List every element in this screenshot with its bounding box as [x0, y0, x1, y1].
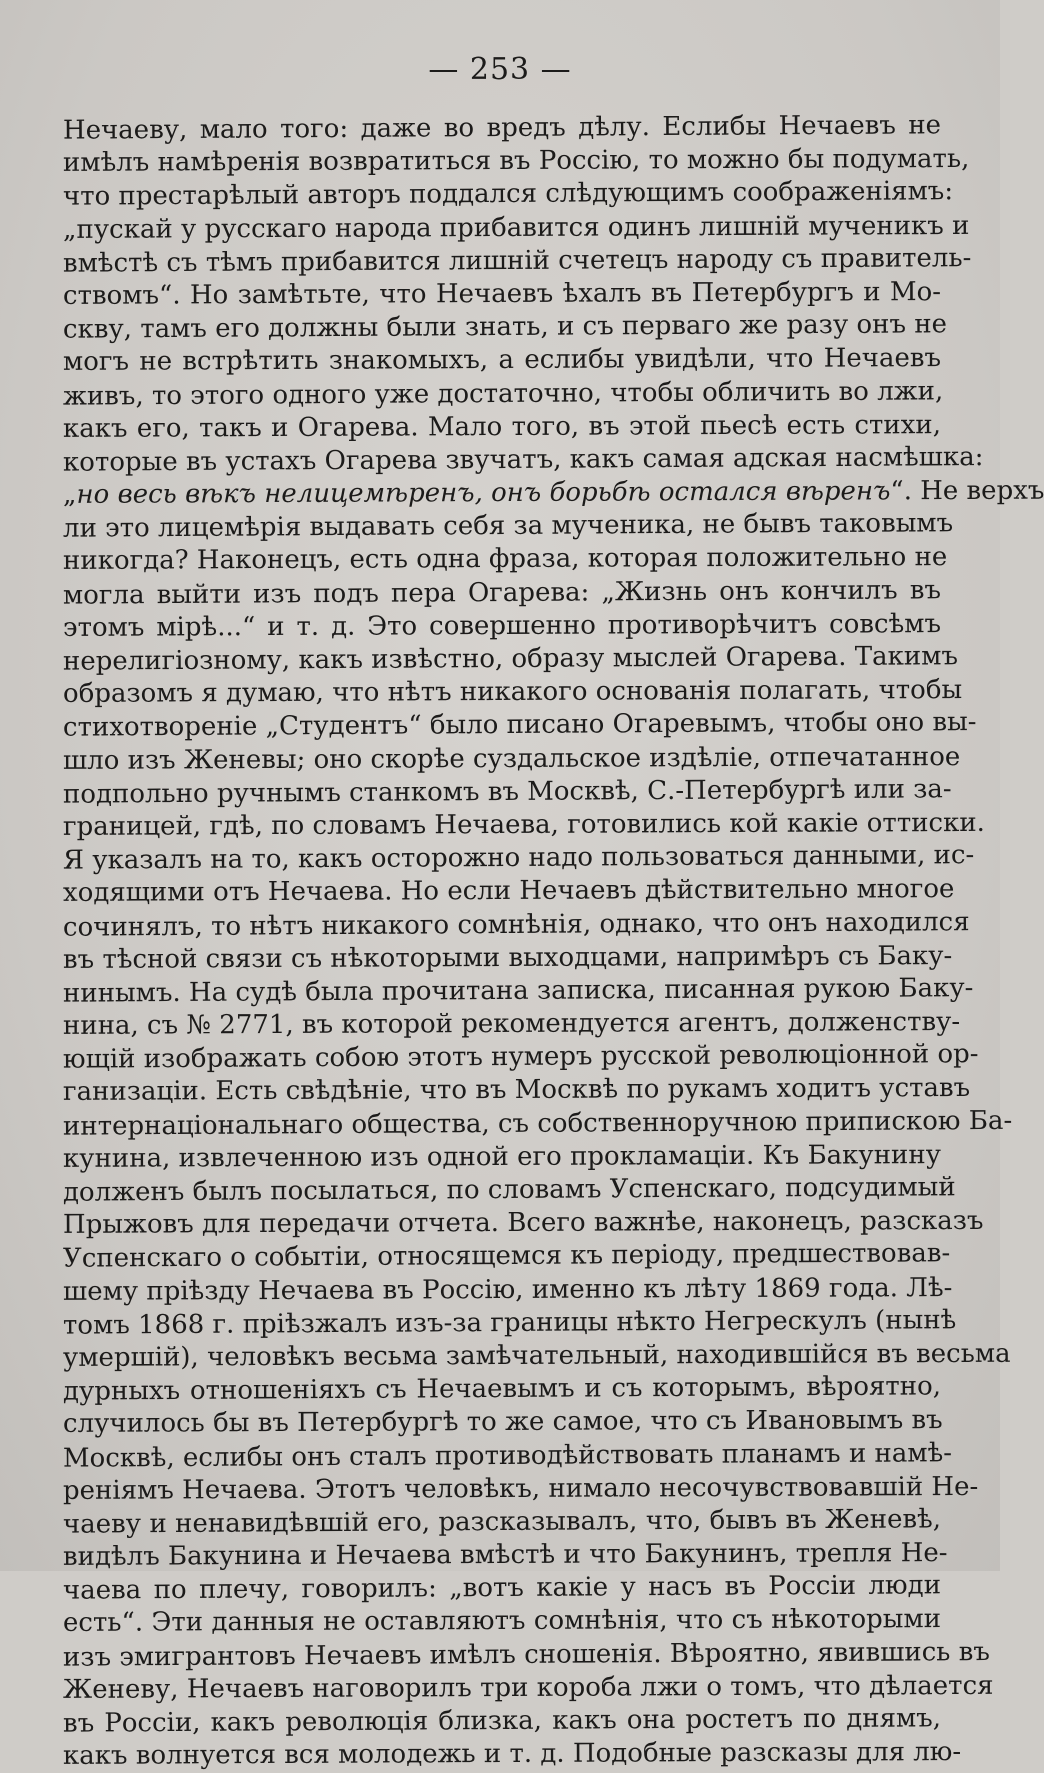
text-line: нерелигіозному, какъ извѣстно, образу мыслей Огарева. Такимъ: [62, 641, 959, 677]
text-line: границей, гдѣ, по словамъ Нечаева, готовились кой какіе оттиски.: [62, 807, 985, 842]
text-line: вмѣстѣ съ тѣмъ прибавится лишній счетецъ народу съ правитель-: [62, 242, 972, 279]
text-line: Женеву, Нечаевъ наговорилъ три короба лжи о томъ, что дѣлается: [62, 1670, 994, 1705]
text-line: подпольно ручнымъ станкомъ въ Москвѣ, С.-Петербургѣ или за-: [62, 774, 952, 810]
text-line: интернаціональнаго общества, съ собственноручною припискою Ба-: [62, 1105, 1013, 1142]
text-line: имѣлъ намѣренія возвратиться въ Россію, то можно бы подумать,: [62, 144, 970, 179]
text-line: могъ не встрѣтить знакомыхъ, а еслибы увидѣли, что Нечаевъ: [62, 343, 942, 378]
text-line: стихотвореніе „Студентъ“ было писано Огаревымъ, чтобы оно вы-: [62, 707, 977, 744]
text-line: ствомъ“. Но замѣтьте, что Нечаевъ ѣхалъ въ Петербургъ и Мо-: [62, 277, 942, 311]
body-text: [62, 110, 1044, 1772]
page-number: — 253 —: [428, 52, 572, 87]
text-line: скву, тамъ его должны были знать, и съ перваго же разу онъ не: [62, 309, 948, 345]
text-line: образомъ я думаю, что нѣтъ никакого основанія полагать, чтобы: [62, 675, 963, 710]
text-line: ли это лицемѣрія выдавать себя за мученика, не бывъ таковымъ: [62, 508, 954, 544]
text-line: чаева по плечу, говорилъ: „вотъ какіе у насъ въ Россіи люди: [62, 1570, 942, 1606]
text-line: нинымъ. На судѣ была прочитана записка, писанная рукою Баку-: [62, 972, 974, 1009]
text-line-with-quote: [62, 475, 1044, 512]
text-line: шему пріѣзду Нечаева въ Россію, именно къ лѣту 1869 года. Лѣ-: [62, 1272, 953, 1307]
text-line: Нечаеву, мало того: даже во вредъ дѣлу. Еслибы Нечаевъ не: [62, 110, 942, 146]
text-line: долженъ былъ посылаться, по словамъ Успенскаго, подсудимый: [62, 1172, 956, 1208]
text-line: Успенскаго о событіи, относящемся къ періоду, предшествовав-: [62, 1238, 951, 1275]
text-line: какъ его, такъ и Огарева. Мало того, въ этой пьесѣ есть стихи,: [62, 409, 942, 444]
text-line: умершій), человѣкъ весьма замѣчательный, находившійся въ весьма: [62, 1338, 1011, 1373]
text-line: есть“. Эти данныя не оставляютъ сомнѣнія, что съ нѣкоторыми: [62, 1604, 942, 1639]
text-line: сочинялъ, то нѣтъ никакого сомнѣнія, однако, что онъ находился: [62, 906, 970, 943]
text-line: томъ 1868 г. пріѣзжалъ изъ-за границы нѣкто Негрескулъ (нынѣ: [62, 1304, 957, 1341]
text-line: кунина, извлеченною изъ одной его прокламаціи. Къ Бакунину: [62, 1139, 942, 1174]
text-line: въ Россіи, какъ революція близка, какъ она ростетъ по днямъ,: [62, 1703, 942, 1739]
text-line: живъ, то этого одного уже достаточно, чтобы обличить во лжи,: [62, 375, 944, 412]
italic-quote: но весь вѣкъ нелицемѣренъ, онъ борьбѣ остался вѣренъ: [76, 476, 891, 510]
text-line: нина, съ № 2771, въ которой рекомендуется агентъ, долженству-: [62, 1007, 961, 1041]
text-line: Прыжовъ для передачи отчета. Всего важнѣе, наконецъ, разсказъ: [62, 1206, 984, 1241]
text-line: этомъ мірѣ...“ и т. д. Это совершенно противорѣчитъ совсѣмъ: [62, 608, 942, 643]
text-line: чаеву и ненавидѣвшій его, разсказывалъ, что, бывъ въ Женевѣ,: [62, 1504, 942, 1540]
text-line: изъ эмигрантовъ Нечаевъ имѣлъ сношенія. Вѣроятно, явившись въ: [62, 1636, 990, 1673]
text-line: шло изъ Женевы; оно скорѣе суздальское издѣліе, отпечатанное: [62, 741, 961, 776]
text-line: случилось бы въ Петербургѣ то же самое, что съ Ивановымъ въ: [62, 1405, 943, 1440]
text-line: „пускай у русскаго народа прибавится одинъ лишній мученикъ и: [62, 210, 970, 245]
text-line: никогда? Наконецъ, есть одна фраза, которая положительно не: [62, 542, 948, 577]
text-line: могла выйти изъ подъ пера Огарева: „Жизнь онъ кончилъ въ: [62, 574, 942, 611]
text-line: видѣлъ Бакунина и Нечаева вмѣстѣ и что Бакунинъ, трепля Не-: [62, 1538, 948, 1572]
text-line: Я указалъ на то, какъ осторожно надо пользоваться данными, ис-: [62, 840, 975, 876]
text-line: какъ волнуется вся молодежь и т. д. Подобные разсказы для лю-: [62, 1737, 962, 1772]
text-line: ходящими отъ Нечаева. Но если Нечаевъ дѣйствительно многое: [62, 874, 955, 909]
quote-open: „: [62, 479, 77, 510]
text-line: ющій изображать собою этотъ нумеръ русской революціонной ор-: [62, 1039, 979, 1075]
quote-close: “. Не верхъ: [890, 475, 1044, 507]
text-line: дурныхъ отношеніяхъ съ Нечаевымъ и съ которымъ, вѣроятно,: [62, 1371, 942, 1407]
text-line: которые въ устахъ Огарева звучатъ, какъ самая адская насмѣшка:: [62, 441, 984, 478]
text-line: въ тѣсной связи съ нѣкоторыми выходцами, напримѣръ съ Баку-: [62, 940, 953, 975]
text-line: ганизаціи. Есть свѣдѣніе, что въ Москвѣ по рукамъ ходитъ уставъ: [62, 1073, 971, 1108]
text-line: Москвѣ, еслибы онъ сталъ противодѣйствовать планамъ и намѣ-: [62, 1437, 953, 1474]
text-line: что престарѣлый авторъ поддался слѣдующимъ соображеніямъ:: [62, 176, 954, 213]
text-line: реніямъ Нечаева. Этотъ человѣкъ, нимало несочувствовавшій Не-: [62, 1471, 979, 1506]
